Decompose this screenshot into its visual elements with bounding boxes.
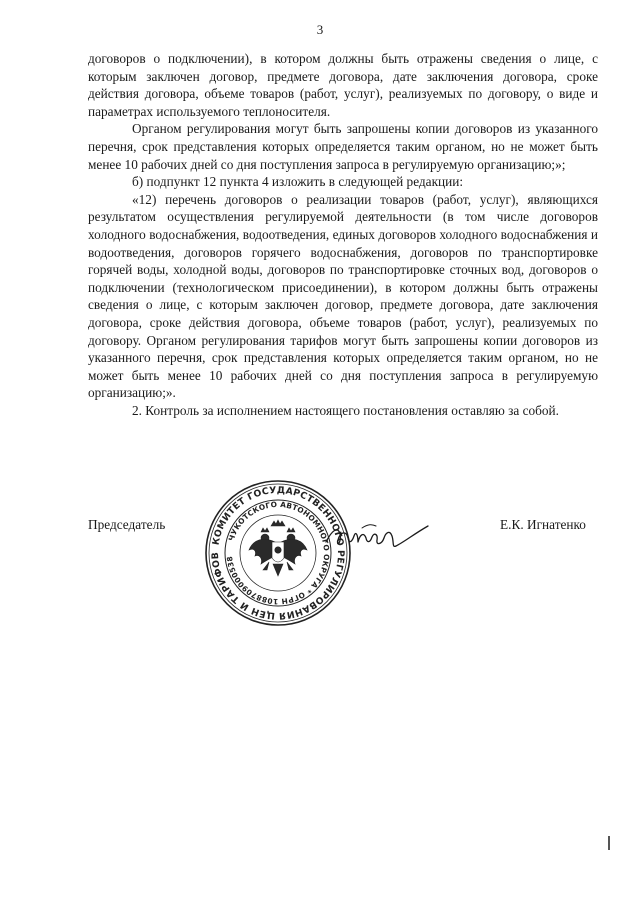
paragraph-5: 2. Контроль за исполнением настоящего постановления оставляю за собой. — [132, 402, 559, 418]
document-body — [88, 50, 598, 419]
seal-inner-text: ЧУКОТСКОГО АВТОНОМНОГО ОКРУГА * ОГРН 1088709000538 — [225, 499, 332, 607]
paragraph-1: договоров о подключении), в котором должны быть отражены сведения о лице, с которым заключен договор, предмете договора, дате заключения договора, сроке действия договора, объеме товаров (работ, услуг), реализуемых по договору, о виде и параметрах используемого теплоносителя. — [88, 51, 598, 119]
paragraph-2: Органом регулирования могут быть запрошены копии договоров из указанного перечня, срок представления которых определяется таким органом, но не может быть менее 10 рабочих дней со дня поступления запроса в регулируемую организацию;»; — [88, 121, 598, 172]
signer-name: Е.К. Игнатенко — [500, 517, 586, 532]
scan-edge-mark — [608, 836, 610, 850]
page-number: 3 — [316, 22, 324, 37]
seal-outer-text: КОМИТЕТ ГОСУДАРСТВЕННОГО РЕГУЛИРОВАНИЯ ЦЕН И ТАРИФОВ — [209, 484, 347, 622]
coat-of-arms-icon — [249, 520, 307, 576]
handwritten-signature — [322, 512, 432, 562]
paragraph-4: «12) перечень договоров о реализации товаров (работ, услуг), являющихся результатом осуществления регулируемой деятельности (в том числе договоров холодного водоснабжения, водоотведения, единых договоров холодного водоснабжения и водоотведения, договоров горячего водоснабжения, договоров по транспортировке горячей воды, холодной воды, договоров по транспортировке сточных вод, договоров о подключении (технологическом присоединении), в котором должны быть отражены сведения о лице, с которым заключен договор, предмете договора, дате заключения договора, сроке действия договора, объеме товаров (работ, услуг), реализуемых по договору. Органом регулирования тарифов могут быть запрошены копии договоров из указанного перечня, срок представления которых определяется таким органом, но не может быть менее 10 рабочих дней со дня поступления запроса в регулируемую организацию;». — [88, 191, 598, 401]
paragraph-3: б) подпункт 12 пункта 4 изложить в следующей редакции: — [132, 174, 464, 190]
signer-title: Председатель — [88, 517, 166, 532]
